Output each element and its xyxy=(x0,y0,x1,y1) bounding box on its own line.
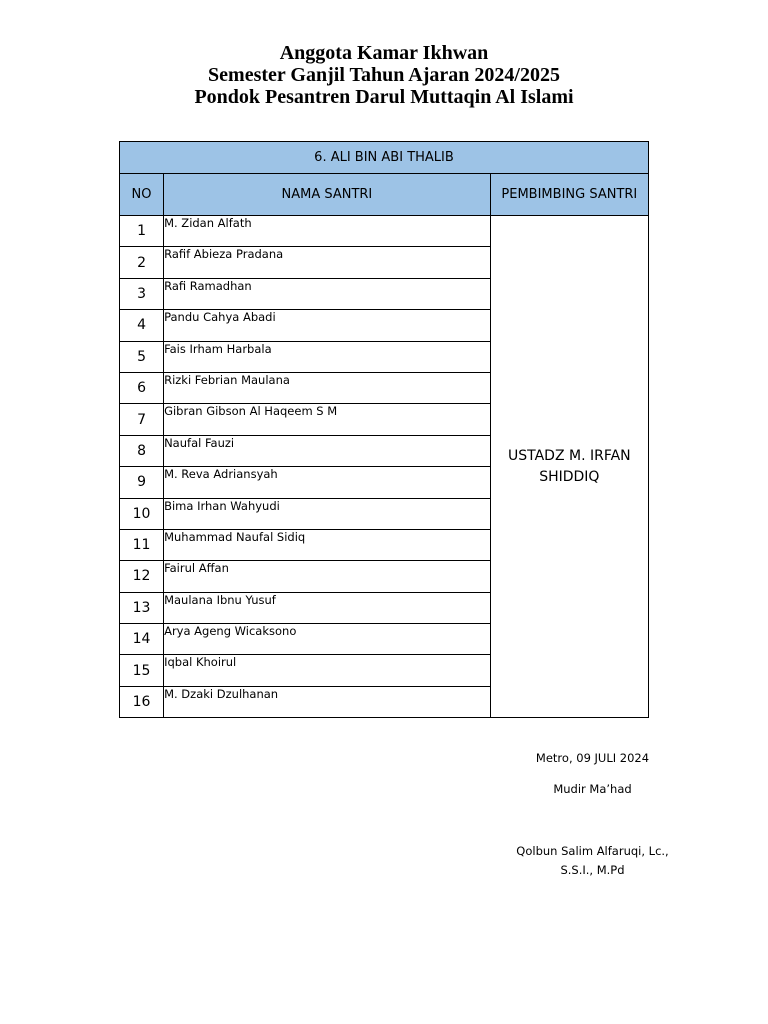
row-number: 11 xyxy=(120,529,164,560)
santri-name: M. Reva Adriansyah xyxy=(164,467,491,498)
santri-name: Naufal Fauzi xyxy=(164,435,491,466)
row-number: 3 xyxy=(120,278,164,309)
santri-name: Gibran Gibson Al Haqeem S M xyxy=(164,404,491,435)
row-number: 5 xyxy=(120,341,164,372)
santri-name: M. Zidan Alfath xyxy=(164,216,491,247)
signatory-name-line-2: S.S.I., M.Pd xyxy=(560,863,625,877)
row-number: 15 xyxy=(120,655,164,686)
santri-name: Maulana Ibnu Yusuf xyxy=(164,592,491,623)
row-number: 9 xyxy=(120,467,164,498)
row-number: 6 xyxy=(120,372,164,403)
row-number: 14 xyxy=(120,624,164,655)
santri-name: Bima Irhan Wahyudi xyxy=(164,498,491,529)
room-title-row xyxy=(120,142,649,174)
row-number: 4 xyxy=(120,310,164,341)
column-header-name: NAMA SANTRI xyxy=(164,174,491,216)
row-number: 1 xyxy=(120,216,164,247)
row-number: 7 xyxy=(120,404,164,435)
place-date: Metro, 09 JULI 2024 xyxy=(535,751,650,765)
santri-name: Rafif Abieza Pradana xyxy=(164,247,491,278)
santri-name: M. Dzaki Dzulhanan xyxy=(164,686,491,717)
mentor-name: USTADZ M. IRFAN SHIDDIQ xyxy=(490,216,648,718)
title-line-1: Anggota Kamar Ikhwan xyxy=(279,42,489,64)
signatory-role: Mudir Ma’had xyxy=(553,782,632,796)
column-header-mentor: PEMBIMBING SANTRI xyxy=(490,174,648,216)
santri-name: Iqbal Khoirul xyxy=(164,655,491,686)
title-line-2: Semester Ganjil Tahun Ajaran 2024/2025 xyxy=(208,64,560,86)
row-number: 12 xyxy=(120,561,164,592)
row-number: 13 xyxy=(120,592,164,623)
document-title xyxy=(0,42,768,108)
row-number: 2 xyxy=(120,247,164,278)
signatory-name-line-1: Qolbun Salim Alfaruqi, Lc., xyxy=(516,844,669,858)
column-header-row xyxy=(120,174,649,216)
roster-body xyxy=(120,216,649,718)
row-number: 16 xyxy=(120,686,164,717)
santri-name: Pandu Cahya Abadi xyxy=(164,310,491,341)
santri-name: Fais Irham Harbala xyxy=(164,341,491,372)
santri-name: Fairul Affan xyxy=(164,561,491,592)
santri-name: Rizki Febrian Maulana xyxy=(164,372,491,403)
room-roster-table xyxy=(119,141,649,718)
santri-name: Muhammad Naufal Sidiq xyxy=(164,529,491,560)
row-number: 8 xyxy=(120,435,164,466)
table-row xyxy=(120,216,649,247)
title-line-3: Pondok Pesantren Darul Muttaqin Al Islami xyxy=(194,86,574,108)
row-number: 10 xyxy=(120,498,164,529)
room-title: 6. ALI BIN ABI THALIB xyxy=(120,142,649,174)
santri-name: Arya Ageng Wicaksono xyxy=(164,624,491,655)
column-header-no: NO xyxy=(120,174,164,216)
santri-name: Rafi Ramadhan xyxy=(164,278,491,309)
